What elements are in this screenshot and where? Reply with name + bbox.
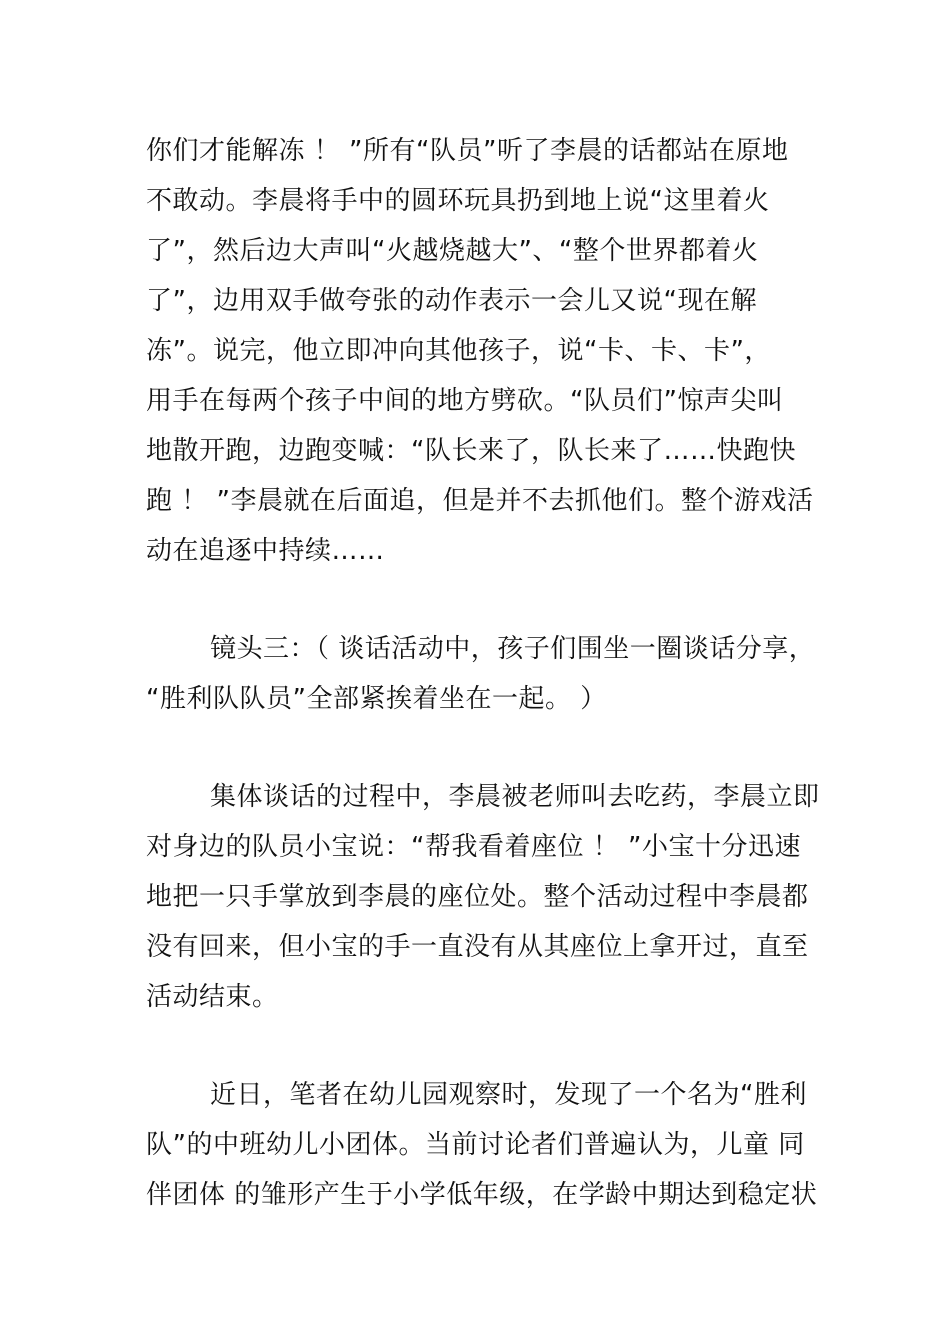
paragraph-line: 集体谈话的过程中，李晨被老师叫去吃药，李晨立即 — [210, 782, 820, 812]
paragraph-line: 地散开跑，边跑变喊：“队长来了，队长来了……快跑快 — [146, 436, 796, 466]
paragraph-line: 不敢动。李晨将手中的圆环玩具扔到地上说“这里着火 — [146, 186, 770, 216]
scene-heading-line: 镜头三：（ 谈话活动中，孩子们围坐一圈谈话分享， — [210, 634, 816, 664]
paragraph-line: 跑 ！ ”李晨就在后面追，但是并不去抓他们。整个游戏活 — [146, 486, 814, 516]
paragraph-line: 活动结束。 — [146, 982, 279, 1012]
paragraph-line: 你们才能解冻 ！ ”所有“队员”听了李晨的话都站在原地 — [146, 136, 789, 166]
paragraph-line: 用手在每两个孩子中间的地方劈砍。“队员们”惊声尖叫 — [146, 386, 784, 416]
scene-heading-line: “胜利队队员”全部紧挨着坐在一起。 ） — [146, 684, 607, 714]
paragraph-line: 地把一只手掌放到李晨的座位处。整个活动过程中李晨都 — [146, 882, 809, 912]
paragraph-line: 队”的中班幼儿小团体。当前讨论者们普遍认为，儿童 同 — [146, 1130, 805, 1160]
paragraph-line: 没有回来，但小宝的手一直没有从其座位上拿开过，直至 — [146, 932, 809, 962]
paragraph-line: 伴团体 的雏形产生于小学低年级，在学龄中期达到稳定状 — [146, 1180, 818, 1210]
paragraph-line: 了”，然后边大声叫“火越烧越大”、“整个世界都着火 — [146, 236, 759, 266]
paragraph-line: 对身边的队员小宝说：“帮我看着座位 ！ ”小宝十分迅速 — [146, 832, 801, 862]
paragraph-line: 动在追逐中持续…… — [146, 536, 385, 566]
paragraph-line: 近日，笔者在幼儿园观察时，发现了一个名为“胜利 — [210, 1080, 807, 1110]
paragraph-line: 了”，边用双手做夸张的动作表示一会儿又说“现在解 — [146, 286, 757, 316]
paragraph-line: 冻”。说完，他立即冲向其他孩子，说“卡、卡、卡”， — [146, 336, 771, 366]
